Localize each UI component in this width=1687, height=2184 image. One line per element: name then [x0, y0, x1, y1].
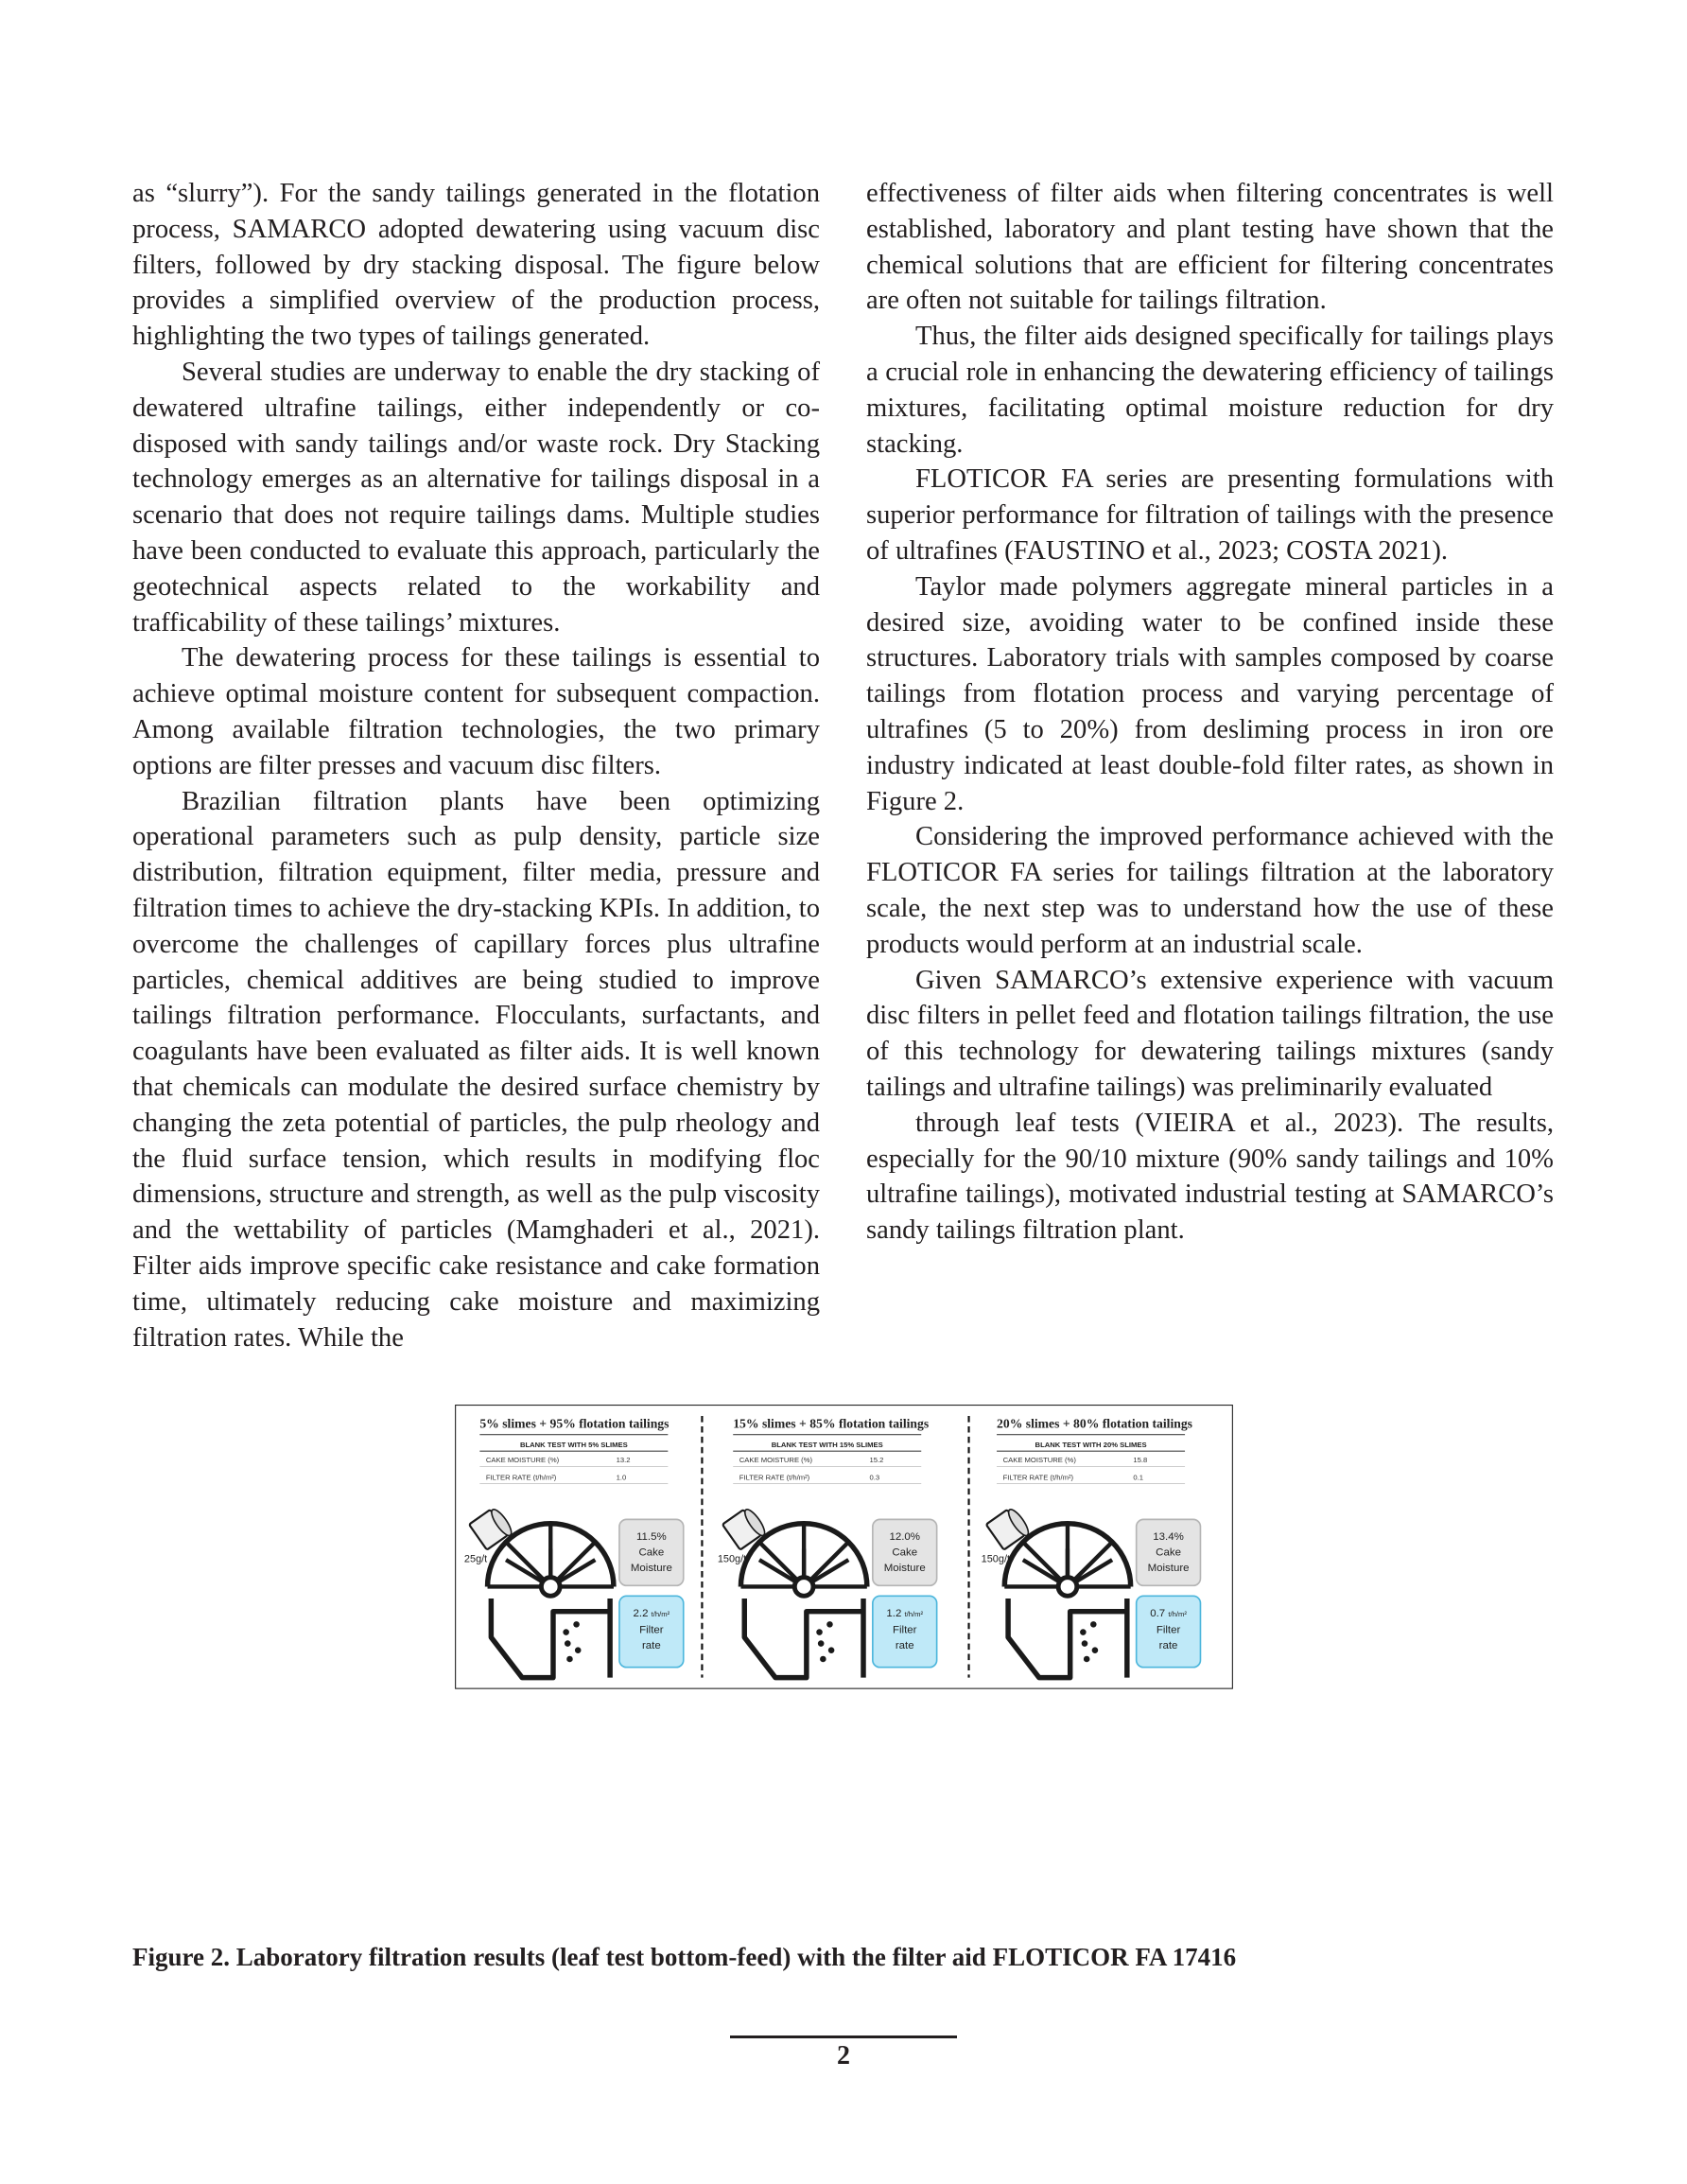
slurry-particle	[565, 1640, 571, 1647]
wheel-hub	[1058, 1578, 1077, 1597]
filter-rate-number: 2.2	[633, 1608, 652, 1620]
right-text-column	[866, 176, 1554, 1249]
cake-moisture-result: 13.4%	[1153, 1531, 1184, 1544]
page-number: 2	[837, 2041, 850, 2070]
paragraph: Several studies are underway to enable the dry stacking of dewatered ultrafine tailings, either independently or co-disposed with sandy tailings and/or waste rock. Dry Stacking technology emerges as an alternative for tailings disposal in a scenario that does not require tailings dams. Multiple studies have been conducted to evaluate this approach, particularly the geotechnical aspects related to the workability and trafficability of these tailings’ mixtures.	[132, 357, 820, 638]
slurry-particle	[563, 1629, 569, 1635]
slurry-particle	[573, 1621, 580, 1628]
filter-rate-caption: Filter	[892, 1624, 917, 1636]
filter-rate-label: FILTER RATE (t/h/m²)	[1002, 1473, 1074, 1482]
cake-moisture-value: 15.8	[1133, 1456, 1148, 1465]
slurry-particle	[818, 1640, 825, 1647]
filter-rate-label: FILTER RATE (t/h/m²)	[739, 1473, 810, 1482]
filter-rate-result	[886, 1608, 923, 1619]
filter-rate-caption: Filter	[1156, 1624, 1181, 1636]
filter-rate-unit: t/h/m²	[904, 1610, 924, 1619]
slurry-particle	[816, 1629, 823, 1635]
paragraph: effectiveness of filter aids when filtering concentrates is well established, laboratory and plant testing have shown that the chemical solutions that are efficient for filtering concentrates are often not suitable for tailings filtration.	[866, 179, 1554, 316]
cake-moisture-result: 11.5%	[636, 1531, 667, 1544]
panel-title: 15% slimes + 85% flotation tailings	[733, 1416, 930, 1431]
filter-rate-caption: rate	[895, 1640, 914, 1652]
blank-test-header: BLANK TEST WITH 20% SLIMES	[1035, 1440, 1147, 1449]
slurry-particle	[1082, 1640, 1088, 1647]
slurry-particle	[1084, 1656, 1090, 1663]
filter-rate-value: 1.0	[616, 1473, 627, 1482]
cake-moisture-caption: Moisture	[630, 1563, 672, 1575]
cake-moisture-label: CAKE MOISTURE (%)	[739, 1456, 813, 1465]
slurry-particle	[826, 1621, 833, 1628]
cake-moisture-value: 13.2	[616, 1456, 631, 1465]
slurry-particle	[575, 1647, 582, 1653]
filter-rate-unit: t/h/m²	[651, 1610, 670, 1619]
cake-moisture-label: CAKE MOISTURE (%)	[1002, 1456, 1076, 1465]
filter-rate-result	[634, 1608, 670, 1619]
paragraph: Thus, the filter aids designed specifically for tailings plays a crucial role in enhancing the dewatering efficiency of tailings mixtures, facilitating optimal moisture reduction for dry stacking.	[866, 322, 1554, 459]
filter-rate-value: 0.3	[869, 1473, 880, 1482]
cake-moisture-caption: Cake	[1156, 1546, 1181, 1559]
figure-2-diagram	[132, 1405, 1556, 1925]
cake-moisture-result: 12.0%	[889, 1531, 921, 1544]
filter-aid-dose: 150g/t	[981, 1553, 1011, 1565]
filter-rate-caption: Filter	[639, 1624, 664, 1636]
filter-rate-unit: t/h/m²	[1168, 1610, 1187, 1619]
filter-rate-result	[1150, 1608, 1187, 1619]
blank-test-header: BLANK TEST WITH 15% SLIMES	[771, 1440, 883, 1449]
left-text-column	[132, 176, 820, 1355]
figure-caption: Figure 2. Laboratory filtration results (leaf test bottom-feed) with the filter aid FLOTICOR FA 17416	[132, 1943, 1237, 1971]
panel-title: 20% slimes + 80% flotation tailings	[997, 1416, 1193, 1431]
filter-rate-caption: rate	[641, 1640, 661, 1652]
filter-aid-dose: 25g/t	[463, 1553, 488, 1565]
paragraph: through leaf tests (VIEIRA et al., 2023). The results, especially for the 90/10 mixture (90% sandy tailings and 10% ultrafine tailings), motivated industrial testing at SAMARCO’s sandy tailings filtration plant.	[866, 1108, 1554, 1246]
slurry-particle	[1080, 1629, 1087, 1635]
paragraph: Given SAMARCO’s extensive experience with vacuum disc filters in pellet feed and flotation tailings filtration, the use of this technology for dewatering tailings mixtures (sandy tailings and ultrafine tailings) was preliminarily evaluated	[866, 965, 1554, 1102]
filter-rate-number: 0.7	[1150, 1608, 1169, 1620]
paragraph: as “slurry”). For the sandy tailings generated in the flotation process, SAMARCO adopted dewatering using vacuum disc filters, followed by dry stacking disposal. The figure below provides a simplified overview of the production process, highlighting the two types of tailings generated.	[132, 179, 820, 352]
cake-moisture-label: CAKE MOISTURE (%)	[485, 1456, 560, 1465]
paragraph: Taylor made polymers aggregate mineral particles in a desired size, avoiding water to be confined inside these structures. Laboratory trials with samples composed by coarse tailings from flotation process and varying percentage of ultrafines (5 to 20%) from desliming process in iron ore industry indicated at least double-fold filter rates, as shown in Figure 2.	[866, 571, 1554, 816]
filter-rate-number: 1.2	[886, 1608, 905, 1620]
filter-aid-dose: 150g/t	[717, 1553, 747, 1565]
slurry-particle	[820, 1656, 826, 1663]
cake-moisture-value: 15.2	[869, 1456, 884, 1465]
filter-rate-value: 0.1	[1133, 1473, 1144, 1482]
paragraph: The dewatering process for these tailings is essential to achieve optimal moisture content for subsequent compaction. Among available filtration technologies, the two primary options are filter presses and vacuum disc filters.	[132, 643, 820, 780]
paragraph: Considering the improved performance achieved with the FLOTICOR FA series for tailings filtration at the laboratory scale, the next step was to understand how the use of these products would perform at an industrial scale.	[866, 822, 1554, 959]
paragraph: FLOTICOR FA series are presenting formulations with superior performance for filtration of tailings with the presence of ultrafines (FAUSTINO et al., 2023; COSTA 2021).	[866, 464, 1554, 566]
wheel-hub	[541, 1578, 560, 1597]
slurry-particle	[1090, 1621, 1097, 1628]
slurry-particle	[566, 1656, 573, 1663]
footer-rule	[730, 2035, 957, 2038]
cake-moisture-caption: Cake	[892, 1546, 918, 1559]
filter-rate-label: FILTER RATE (t/h/m²)	[485, 1473, 557, 1482]
cake-moisture-caption: Moisture	[883, 1563, 926, 1575]
blank-test-header: BLANK TEST WITH 5% SLIMES	[519, 1440, 628, 1449]
slurry-particle	[1092, 1647, 1099, 1653]
paragraph: Brazilian filtration plants have been optimizing operational parameters such as pulp density, particle size distribution, filtration equipment, filter media, pressure and filtration times to achieve the dry-stacking KPIs. In addition, to overcome the challenges of capillary forces plus ultrafine particles, chemical additives are being studied to improve tailings filtration performance. Flocculants, surfactants, and coagulants have been evaluated as filter aids. It is well known that chemicals can modulate the desired surface chemistry by changing the zeta potential of particles, the pulp rheology and the fluid surface tension, which results in modifying floc dimensions, structure and strength, as well as the pulp viscosity and the wettability of particles (Mamghaderi et al., 2021). Filter aids improve specific cake resistance and cake formation time, ultimately reducing cake moisture and maximizing filtration rates. While the	[132, 786, 820, 1353]
panel-title: 5% slimes + 95% flotation tailings	[479, 1416, 670, 1431]
cake-moisture-caption: Cake	[638, 1546, 665, 1559]
wheel-hub	[794, 1578, 813, 1597]
filter-rate-caption: rate	[1158, 1640, 1178, 1652]
cake-moisture-caption: Moisture	[1147, 1563, 1190, 1575]
slurry-particle	[828, 1647, 835, 1653]
